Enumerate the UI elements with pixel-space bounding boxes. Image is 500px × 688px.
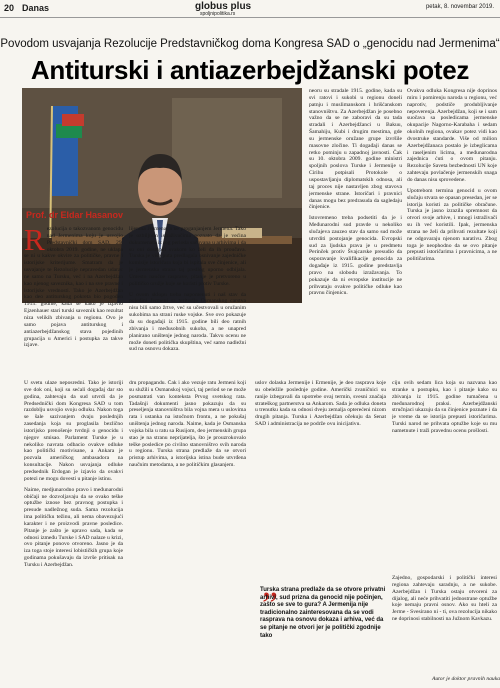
article-column-1 [24,226,123,376]
column-1-paragraph-3: Naime, medjunarodno pravo i međunarodni običaji ne dozvoljavaju da se ovako teške optužbe iznose bez pravnog postupka i presude nadležnog suda. Sama rezolucija ima političku težinu, ali nema obavezujući karakter i ne proizvodi pravne posledice. Pitanje je zašto je upravo sada, kada se odnosi između Turske i SAD nalaze u krizi, ovo pitanje ponovo otvoreno. Jasno je da iza toga stoje interesi lobističkih grupa koje godinama pokušavaju da izvrše pritisak na Tursku i Azerbejdžan. [24,486,123,568]
column-4-paragraph-2: Upotrebom termina genocid u ovom slučaju stvara se opasan presedan, jer se istorija koristi za političke obračune. Turska je jasno izrazila spremnost da otvori svoje arhive, i mnogi istraživači su ih već koristili. Ipak, jermenska strana ne želi da prihvati rezultate koji ne odgovaraju njenom narativu. Zbog toga je neophodno da se ovo pitanje prepusti istoričarima i pravnicima, a ne političarima. [407,187,497,263]
article-column-4 [407,88,497,374]
article-column-4-lower [392,380,497,570]
column-3-paragraph-1: neoru su stradale 1915. godine, kada su svi ratovi i sukobi u regionu doneli patnju i muslimanskom i hrišćanskom stanovništvu. Za Azerbejdžan je posebno važno da se ne zaboravi da su tada stradali i Azerbejdžanci u Bakuu, Šamahiju, Kubi i drugim mestima, gde su jermenske oružane grupe izvršile masovne zločine. Ti događaji danas se retko pominju u zapadnoj javnosti. Čak su 10. oktobra 2009. godine ministri spoljnih poslova Turske i Jermenije u Cirihu potpisali Protokole o uspostavljanju diplomatskih odnosa, ali taj proces nije nastavljen zbog stavova jermenske strane. Istoričari i pravnici danas mogu bez predrasuda da sagledaju činjenice. [309,88,402,211]
page-header [0,0,500,18]
column-5-paragraph: Zajedno, gospodarski i politički interesi regiona zahtevaju saradnju, a ne sukobe. Azerbejdžan i Turska ostaju otvoreni za dijalog, ali neće prihvatiti jednostrane optužbe koje nemaju pravni osnov. Ako su hteli za Jerme - Svesirano ni - ti, ova rezolucija nikako ne doprinosi stabilnosti na Južnom Kavkazu. [392,575,497,623]
author-sign-off: Autor je doktor pravnih nauka [431,676,500,682]
brand-name: Danas [22,3,50,13]
article-column-3-lower [255,380,386,572]
quote-mark: „ [262,564,278,604]
column-2-paragraph-2: U ovom sklopu treba napomenuti i naš stav da pojedini Jermeni sa teritorije Osmanskog carstva nisu bili samo žrtve, već su učestvovali u oružanim sukobima na strani ruske vojske. Sve ovo pokazuje da su događaji iz 1915. godine bili deo ratnih zbivanja i međusobnih sukoba, a ne unapred planirano uništenje jednog naroda. Takvu ocenu ne može doneti politička skupština, već samo nadležni sud na osnovu dokaza. [129,291,246,353]
article-column-3 [309,88,402,374]
lead-paragraph: ezolucija o takozvanom genocidu nad Jermenima koju je usvojio Predstavnički dom SAD, 29. oktobra 2019. godine, ne uklapa se ni u kakve okvire za političke, pravne i istorijske kriterijume. Smatram da je usvajanje te Rezolucije nepravedan udarac ne samo na Tursku, već i na Azerbejdžan kao njenog saveznika, kao i na sve pravne i istorijske vrednosti. Tako je Azerbejdžan kao deo antiturskog pokreta bio pogođen 1915. godine, kada se kako je izjavio Ejzenhauer stari turski saveznik kao rezultat niza velikih zbivanja u regionu. Ovo je samo pojava antiturskog i antiazerbejdžanskog stava pojedinih grupacija u Americi i postupka za takve izjave. [24,226,123,349]
article-column-2 [129,226,246,371]
column-4-paragraph-3: ciju ovih sedam lica koja su nazvana kao stranke u postupku, kao i pitanje kako su zbivanja iz 1915. godine tumačena u međunarodnoj praksi. Azerbejdžanski stručnjaci ukazuju da su činjenice poznate i da je vreme da se istorija prepusti istoričarima. Turski narod ne prihvata optužbe koje su mu nametnute i traži pravednu ocenu prošlosti. [392,380,497,434]
column-1-paragraph-2: U svetu ulaze neposredni. Tako je istoriji sve dok oni, koji su sećali događaj dar sto godina, zahtevaju da sud utvrdi da je Predsednički dom Kongresa SAD u tom razdoblju usvojio svoju odluku. Nakon toga se šale sazivanjem dvaju poslednjih zasedanja koja su proglasila bezlično istorijsko prenošenje tvrdnji o genocidu i njegov smisao. Parlament Turske je u nekoliko navrata odbacio ovakve odluke kao politički motivisane, a Ankara je pozvala američkog ambasadora na konsultacije. Nakon usvajanja odluke predsednik Erdogan je izjavio da ovakvi potezi ne mogu dovesti u pitanje istinu. [24,380,123,482]
article-column-1-lower [24,380,123,680]
page-number: 20 [4,3,15,13]
issue-date: petak, 8. novembar 2019. [425,4,494,10]
website-label: spoljnipolitika.rs [200,11,236,17]
article-headline: Antiturski i antiazerbejdžanski potez [30,55,470,85]
column-3-paragraph-3: uslov dolaska Jermenije i Ermenije, je deo rasprava koje su obeležile poslednje godine. Američki zvaničnici su ranije izbegavali da upotrebe ovaj termin, svesni značaja strateškog partnerstva sa Ankarom. Sada je odluka doneta u trenutku kada su odnosi dveju zemalja opterećeni nizom drugih pitanja. Turska i Azerbejdžan očekuju da Senat SAD i administracija ne podrže ovu inicijativu. [255,380,386,428]
column-3-paragraph-2: Istovremeno treba podsetiti da je i Međunarodni sud pravde u nekoliko slučajeva zauzeo stav da samo sud može utvrditi postojanje genocida. Evropski sud za ljudska prava je u predmetu Perinček protiv Švajcarske presudio da osporavanje kvalifikacije genocida za događaje iz 1915. godine predstavlja pravo na slobodu izražavanja. To pokazuje da ni evropske institucije ne prihvataju ovakve političke odluke kao pravnu činjenicu. [309,215,402,297]
column-4-paragraph-1: Ovakva odluka Kongresa nije doprinos miru i pomirenju naroda u regionu, već naprotiv, podstiče produbljivanje nepoverenja. Azerbejdžan, koji se i sam suočava sa posledicama jermenske okupacije Nagorno-Karabaha i sedam okolnih regiona, ovakav potez vidi kao dvostruke standarde. Više od milion Azerbejdžanaca postalo je izbeglicama i raseljenim licima, a međunarodna zajednica ćuti o ovom pitanju. Rezolucije Saveta bezbednosti UN koje zahtevaju povlačenje jermenskih snaga do danas nisu sprovedene. [407,88,497,183]
column-2-paragraph-1: lijerana Jermena, a ne proganjanjem Jermena. Tako je ozbiljnim istraživačima poznato da je većina dokumenata iz tog perioda sačuvana u arhivima i da su oni dostupni svakom ko želi da ih proučava. Turska je više puta predlagala osnivanje zajedničke komisije istoričara koja bi ispitala sve činjenice, ali je jermenska strana taj predlog uporno odbijala. Umesto naučne rasprave, pitanje je pretvoreno u političko oružje koje se koristi protiv Turske. [129,226,246,287]
article-kicker: Povodom usvajanja Rezolucije Predstavničkog doma Kongresa SAD o „genocidu nad Jermenima“ [0,38,500,50]
column-2-paragraph-3: dru propagandu. Čak i ako vezuje ratu Jermeni koji su služili u Osmanskoj vojsci, taj period se ne može posmatrati van konteksta Prvog svetskog rata. Tadašnji dokumenti jasno pokazuju da su preseljenja stanovništva bila vojna mera u uslovima rata i ustanka na istočnom frontu, a ne pokušaj uništenja jednog naroda. Naime, kada je Osmanska vojska bila u ratu sa Rusijom, deo jermenskih grupa stao je na stranu neprijatelja, što je prouzrokovalo teške posledice po civilno stanovništvo svih naroda u regionu. Turska strana predlaže da se otvori pristup arhivima, a istorijska istina bude utvrđena naučnim metodama, a ne političkim glasanjem. [129,380,246,469]
article-column-5 [392,575,497,673]
pull-quote [260,564,386,677]
section-name: globus plus [195,1,252,12]
drop-cap: R [24,226,45,257]
pull-quote-text: Turska strana predlaže da se otvore privatni arhivi, sud prizna da genocid nije počinjen, zašto se sve to gura? A Jermenija nije tradicionalno zainteresovana da se vodi rasprava na osnovu dokaza i arhiva, već da se pitanje ne otvori jer je politički zgodnije tako [260,587,386,639]
author-byline: Prof. dr Eldar Hasanov [26,210,124,220]
article-column-2-lower [129,380,246,680]
